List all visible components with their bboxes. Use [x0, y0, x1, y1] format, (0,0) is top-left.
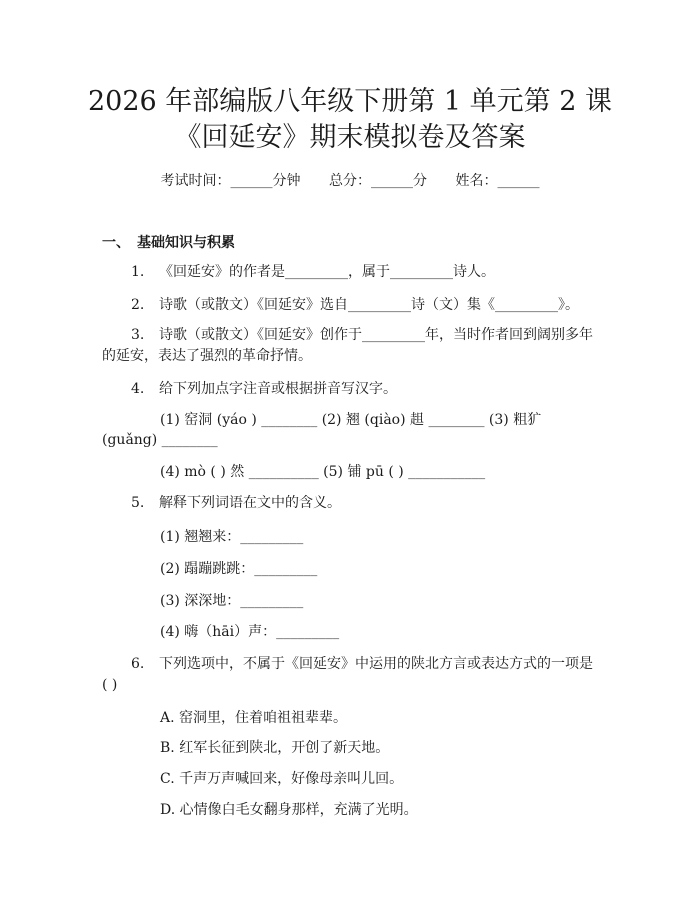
page-title-line1: 2026 年部编版八年级下册第 1 单元第 2 课 — [88, 86, 612, 117]
question-number: 3. — [131, 327, 145, 343]
page-title-line2: 《回延安》期末模拟卷及答案 — [174, 122, 526, 153]
option-c: C. 千声万声喊回来，好像母亲叫儿回。 — [160, 771, 404, 787]
q5-item: (2) 蹋蹦跳跳：_________ — [160, 561, 318, 577]
question-text: 诗歌（或散文）《回延安》创作于_________年，当时作者回到阔别多年 — [159, 327, 593, 343]
question-text: 解释下列词语在文中的含义。 — [159, 495, 341, 511]
q4-row-1-continued: (guǎng) ________ — [102, 432, 218, 448]
question-2 — [131, 295, 579, 315]
question-text: 下列选项中，不属于《回延安》中运用的陕北方言或表达方式的一项是 — [159, 656, 593, 672]
q5-item: (3) 深深地：_________ — [160, 593, 304, 609]
question-5 — [131, 493, 341, 513]
q4-row-1: (1) 窑洞 (yáo ) ________ (2) 翘 (qiào) 趄 ________ (3) 粗犷 — [160, 412, 542, 428]
question-number: 1. — [131, 264, 145, 280]
question-text: 诗歌（或散文）《回延安》选自_________诗（文）集《_________》。 — [159, 297, 579, 313]
question-1 — [131, 262, 495, 282]
question-number: 4. — [131, 381, 145, 397]
question-6-continued: ( ) — [102, 677, 118, 693]
exam-meta — [0, 170, 700, 190]
question-6 — [131, 654, 593, 674]
question-number: 5. — [131, 495, 145, 511]
total-score: 总分：______分 — [329, 173, 427, 189]
exam-time: 考试时间：______分钟 — [160, 173, 301, 189]
question-3 — [131, 325, 593, 345]
student-name: 姓名：______ — [455, 173, 540, 189]
question-4 — [131, 379, 397, 399]
question-3-continued: 的延安，表达了强烈的革命抒情。 — [102, 348, 312, 364]
option-a: A. 窑洞里，住着咱祖祖辈辈。 — [160, 710, 348, 726]
question-number: 2. — [131, 297, 145, 313]
option-b: B. 红军长征到陕北，开创了新天地。 — [160, 740, 390, 756]
question-text: 给下列加点字注音或根据拼音写汉字。 — [159, 381, 397, 397]
q4-row-2: (4) mò ( ) 然 __________ (5) 铺 pū ( ) ___________ — [160, 464, 486, 480]
q5-item: (4) 嗨（hāi）声：_________ — [160, 624, 340, 640]
question-text: 《回延安》的作者是_________，属于_________诗人。 — [159, 264, 495, 280]
question-number: 6. — [131, 656, 145, 672]
section-heading: 一、 基础知识与积累 — [102, 235, 235, 251]
option-d: D. 心情像白毛女翻身那样，充满了光明。 — [160, 802, 418, 818]
q5-item: (1) 翘翘来：_________ — [160, 529, 304, 545]
